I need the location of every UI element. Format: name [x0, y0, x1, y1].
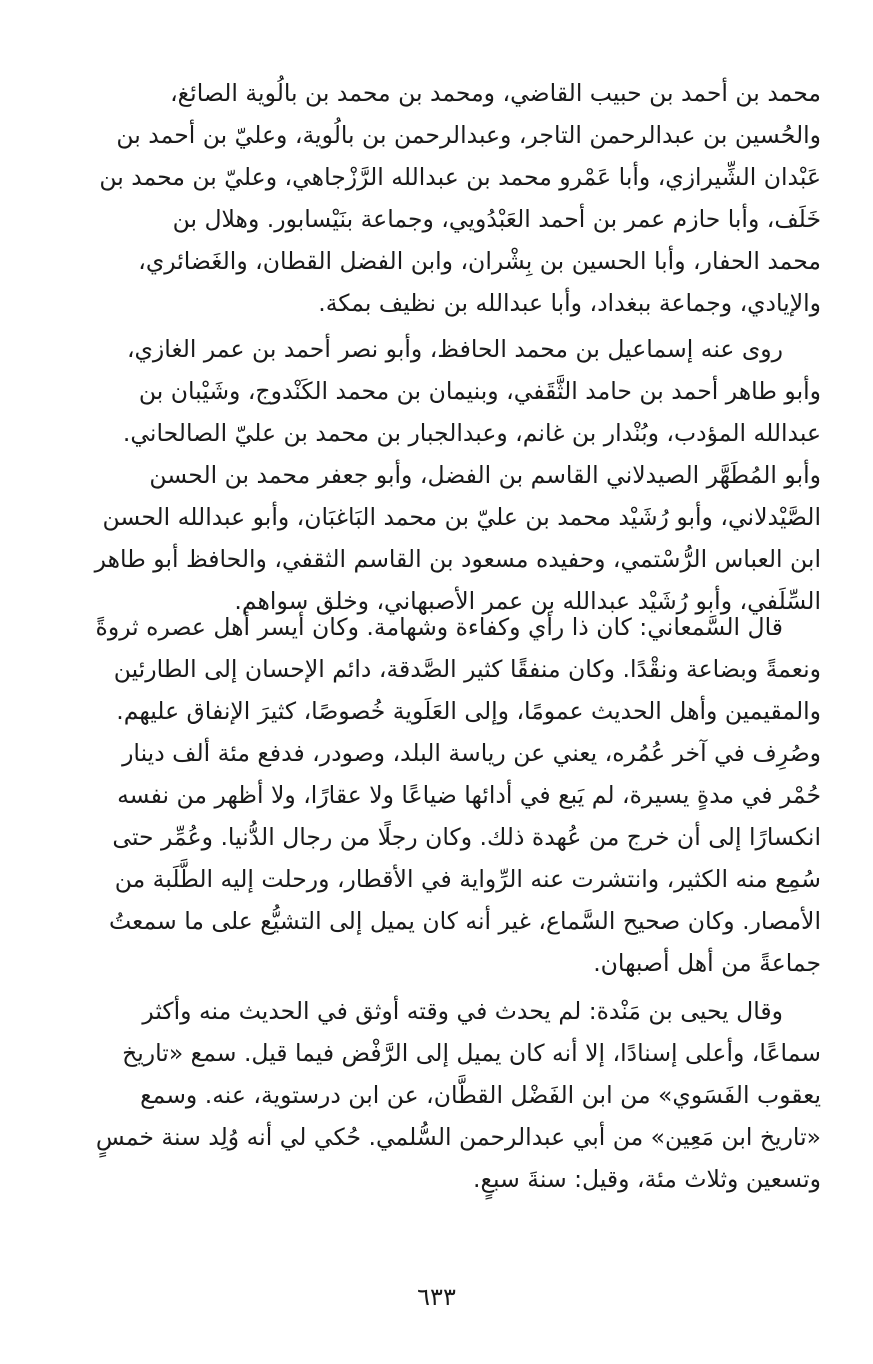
- text-line: وتسعين وثلاث مئة، وقيل: سنةَ سبعٍ.: [473, 1165, 821, 1193]
- paragraph-teachers: [51, 72, 821, 324]
- text-line: وصُرِف في آخر عُمُره، يعني عن رياسة البلد، وصودر، فدفع مئة ألف دينار: [122, 739, 821, 767]
- text-line: والمقيمين وأهل الحديث عمومًا، وإلى العَلَوية خُصوصًا، كثيرَ الإنفاق عليهم.: [116, 697, 821, 725]
- text-line: خَلَف، وأبا حازم عمر بن أحمد العَبْدُويي، وجماعة بنَيْسابور. وهلال بن: [172, 205, 821, 233]
- text-line: روى عنه إسماعيل بن محمد الحافظ، وأبو نصر أحمد بن عمر الغازي،: [126, 335, 783, 363]
- text-line: الصَّيْدلاني، وأبو رُشَيْد محمد بن عليّ بن محمد البَاغبَان، وأبو عبدالله الحسن: [102, 503, 821, 531]
- text-line: انكسارًا إلى أن خرج من عُهدة ذلك. وكان رجلًا من رجال الدُّنيا. وعُمِّر حتى: [112, 823, 821, 851]
- text-line: «تاريخ ابن مَعِين» من أبي عبدالرحمن السُّلمي. حُكي لي أنه وُلِد سنة خمسٍ: [95, 1123, 821, 1151]
- text-line: وقال يحيى بن مَنْدة: لم يحدث في وقته أوثق في الحديث منه وأكثر: [142, 997, 783, 1025]
- text-line: حُمْر في مدةٍ يسيرة، لم يَبع في أدائها ضياعًا ولا عقارًا، ولا أظهر من نفسه: [117, 781, 821, 809]
- text-line: محمد الحفار، وأبا الحسين بن بِشْران، وابن الفضل القطان، والغَضائري،: [138, 247, 821, 275]
- text-line: عبدالله المؤدب، وبُنْدار بن غانم، وعبدالجبار بن محمد بن عليّ الصالحاني.: [122, 419, 821, 447]
- paragraph-narrators: [51, 328, 821, 622]
- text-line: محمد بن أحمد بن حبيب القاضي، ومحمد بن محمد بن بالُوية الصائغ،: [170, 79, 821, 107]
- text-line: قال السَّمعاني: كان ذا رأي وكفاءة وشهامة. وكان أيسر أهل عصره ثروةً: [95, 613, 783, 641]
- text-line: وأبو المُطَهَّر الصيدلاني القاسم بن الفضل، وأبو جعفر محمد بن الحسن: [149, 461, 821, 489]
- text-line: ابن العباس الرُّسْتمي، وحفيده مسعود بن القاسم الثقفي، والحافظ أبو طاهر: [94, 545, 821, 573]
- text-line: عَبْدان الشِّيرازي، وأبا عَمْرو محمد بن عبدالله الرَّزْجاهي، وعليّ بن محمد بن: [99, 163, 821, 191]
- text-line: ونعمةً وبضاعة ونقْدًا. وكان منفقًا كثير الصَّدقة، دائم الإحسان إلى الطارئين: [113, 655, 821, 683]
- text-line: السِّلَفي، وأبو رُشَيْد عبدالله بن عمر الأصبهاني، وخلق سواهم.: [234, 587, 821, 615]
- text-line: وأبو طاهر أحمد بن حامد الثَّقَفي، وبنيمان بن محمد الكَنْدوج، وشَيْبان بن: [138, 377, 821, 405]
- page-number: ٦٣٣: [417, 1283, 456, 1311]
- text-line: سُمِع منه الكثير، وانتشرت عنه الرِّواية في الأقطار، ورحلت إليه الطَّلَبة من: [114, 865, 821, 893]
- text-line: سماعًا، وأعلى إسنادًا، إلا أنه كان يميل إلى الرَّفْض فيما قيل. سمع «تاريخ: [122, 1039, 821, 1067]
- paragraph-samani-quote: [51, 606, 821, 984]
- text-line: والإيادي، وجماعة ببغداد، وأبا عبدالله بن نظيف بمكة.: [318, 289, 821, 317]
- text-line: يعقوب الفَسَوي» من ابن الفَضْل القطَّان، عن ابن درستوية، عنه. وسمع: [140, 1081, 821, 1109]
- text-line: والحُسين بن عبدالرحمن التاجر، وعبدالرحمن بن بالُوية، وعليّ بن أحمد بن: [116, 121, 821, 149]
- text-line: الأمصار. وكان صحيح السَّماع، غير أنه كان يميل إلى التشيُّع على ما سمعتُ: [109, 907, 821, 935]
- text-line: جماعةً من أهل أصبهان.: [593, 949, 821, 977]
- paragraph-yahya-quote: [51, 990, 821, 1200]
